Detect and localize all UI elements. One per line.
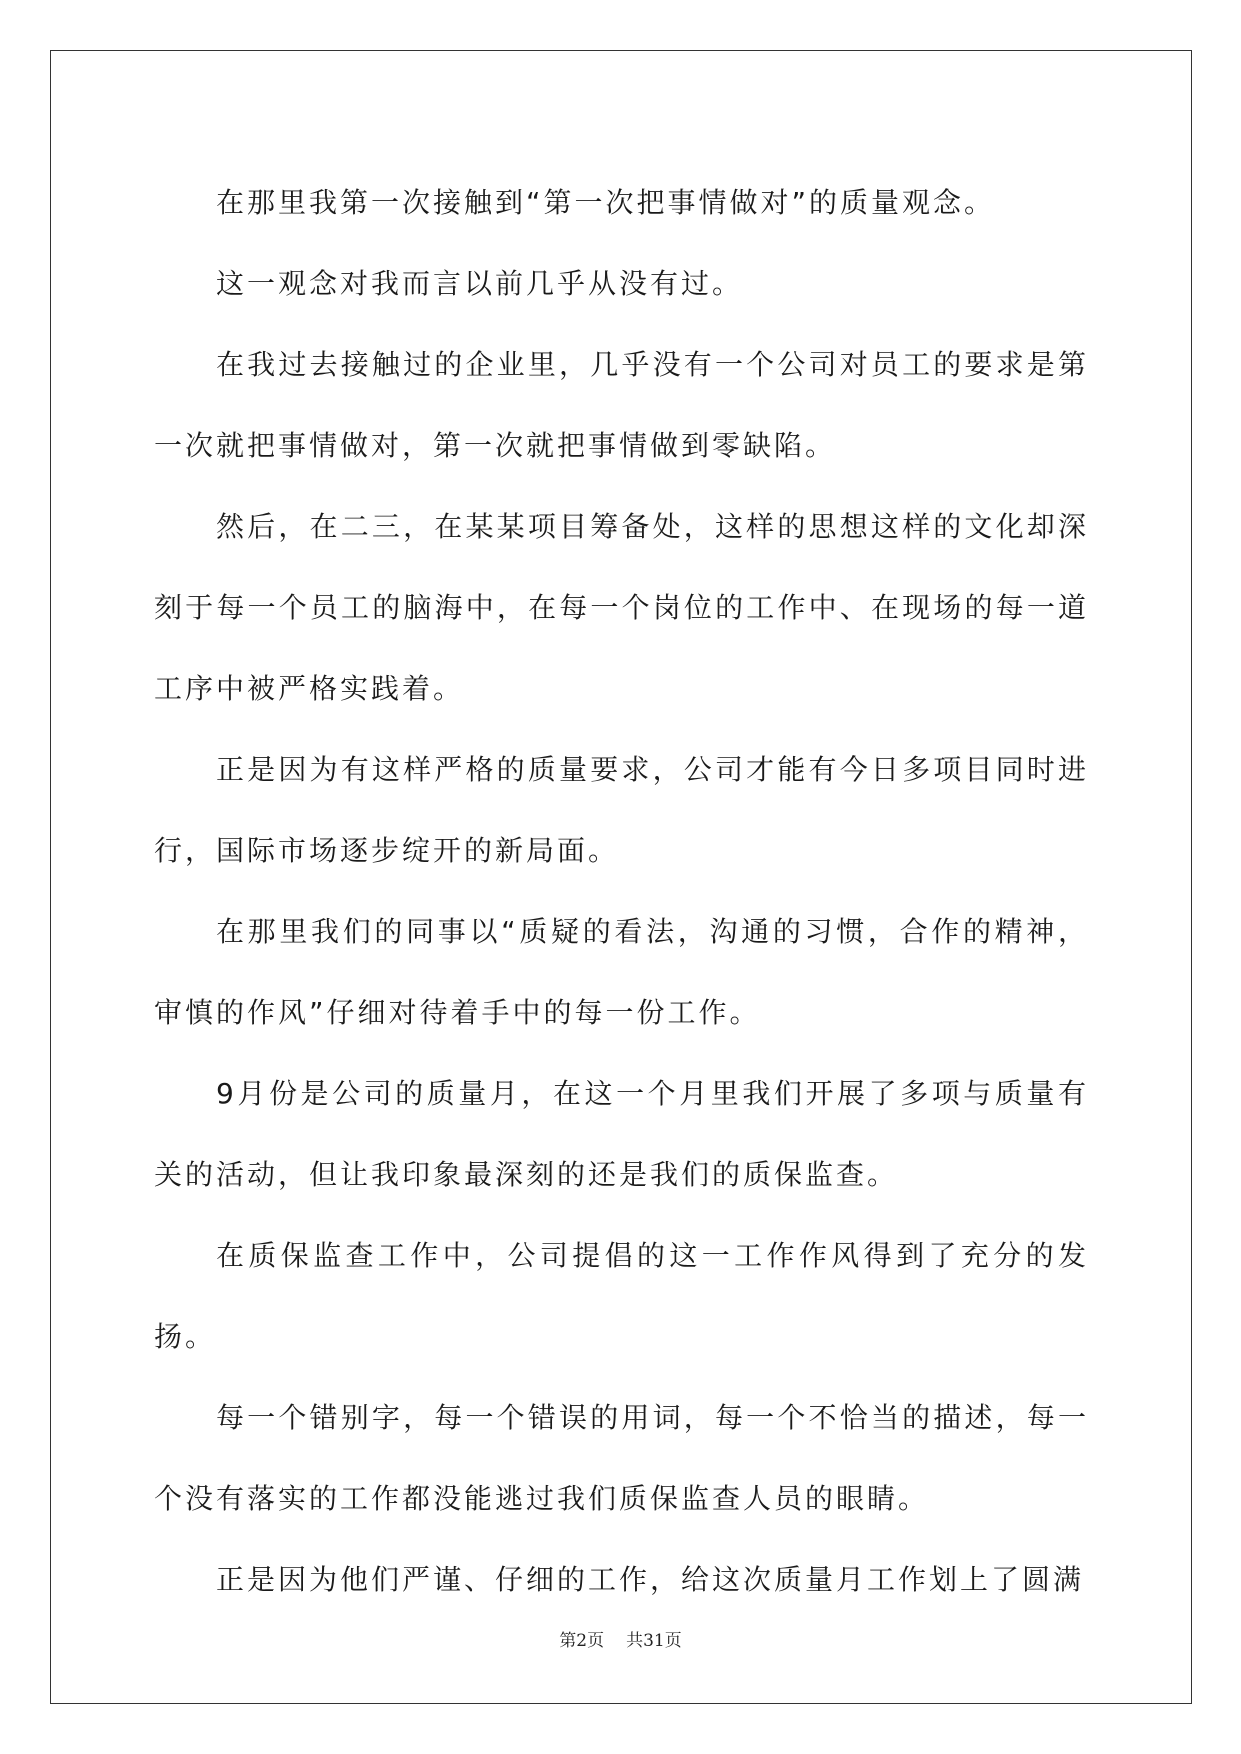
paragraph: 正是因为他们严谨、仔细的工作，给这次质量月工作划上了圆满 [216, 1563, 1085, 1596]
paragraph: 在我过去接触过的企业里，几乎没有一个公司对员工的要求是第一次就把事情做对，第一次就把事情做到零缺陷。 [154, 348, 1089, 462]
page-footer [0, 1626, 1241, 1651]
paragraph: 9月份是公司的质量月，在这一个月里我们开展了多项与质量有关的活动，但让我印象最深刻的还是我们的质保监查。 [154, 1077, 1089, 1191]
paragraph: 这一观念对我而言以前几乎从没有过。 [216, 267, 744, 300]
paragraph: 在那里我们的同事以“质疑的看法，沟通的习惯，合作的精神，审慎的作风”仔细对待着手中的每一份工作。 [154, 915, 1089, 1029]
paragraph: 正是因为有这样严格的质量要求，公司才能有今日多项目同时进行，国际市场逐步绽开的新局面。 [154, 753, 1089, 867]
paragraph: 每一个错别字，每一个错误的用词，每一个不恰当的描述，每一个没有落实的工作都没能逃过我们质保监查人员的眼睛。 [154, 1401, 1089, 1515]
paragraph: 在质保监查工作中，公司提倡的这一工作作风得到了充分的发扬。 [154, 1239, 1089, 1353]
page-number: 第2页 [559, 1631, 605, 1651]
page-total: 共31页 [626, 1631, 682, 1651]
paragraph: 在那里我第一次接触到“第一次把事情做对”的质量观念。 [216, 186, 996, 219]
document-body [154, 162, 1089, 1620]
paragraph: 然后，在二三，在某某项目筹备处，这样的思想这样的文化却深刻于每一个员工的脑海中，在每一个岗位的工作中、在现场的每一道工序中被严格实践着。 [154, 510, 1089, 705]
